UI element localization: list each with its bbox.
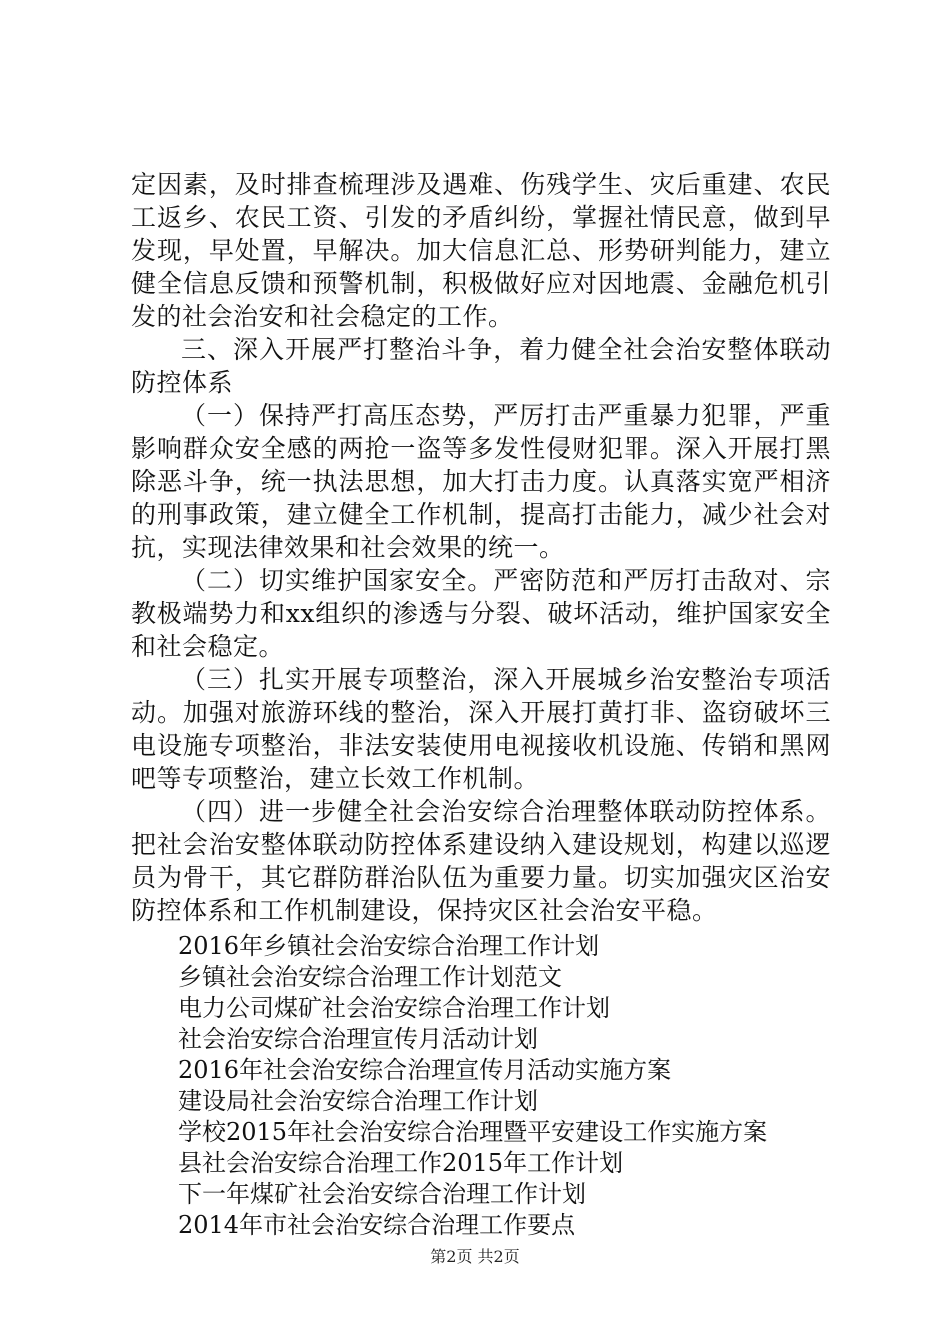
paragraph-continuation: 定因素，及时排查梳理涉及遇难、伤残学生、灾后重建、农民工返乡、农民工资、引发的矛盾纠纷，掌握社情民意，做到早发现，早处置，早解决。加大信息汇总、形势研判能力，建立健全信息反馈和预警机制，积极做好应对因地震、金融危机引发的社会治安和社会稳定的工作。 — [131, 170, 831, 331]
related-link[interactable]: 学校2015年社会治安综合治理暨平安建设工作实施方案 — [178, 1118, 768, 1146]
paragraph-item-four: （四）进一步健全社会治安综合治理整体联动防控体系。把社会治安整体联动防控体系建设纳入建设规划，构建以巡逻员为骨干，其它群防群治队伍为重要力量。切实加强灾区治安防控体系和工作机制建设，保持灾区社会治安平稳。 — [131, 797, 831, 925]
related-link[interactable]: 县社会治安综合治理工作2015年工作计划 — [178, 1149, 624, 1177]
paragraph-item-one: （一）保持严打高压态势，严厉打击严重暴力犯罪，严重影响群众安全感的两抢一盗等多发性侵财犯罪。深入开展打黑除恶斗争，统一执法思想，加大打击力度。认真落实宽严相济的刑事政策，建立健全工作机制，提高打击能力，减少社会对抗，实现法律效果和社会效果的统一。 — [131, 401, 831, 562]
related-link[interactable]: 2014年市社会治安综合治理工作要点 — [178, 1211, 576, 1239]
related-link[interactable]: 建设局社会治安综合治理工作计划 — [178, 1087, 538, 1115]
paragraph-item-three: （三）扎实开展专项整治，深入开展城乡治安整治专项活动。加强对旅游环线的整治，深入开展打黄打非、盗窃破坏三电设施专项整治，非法安装使用电视接收机设施、传销和黑网吧等专项整治，建立长效工作机制。 — [131, 665, 831, 793]
related-links-list — [131, 931, 831, 1241]
document-body — [131, 168, 831, 1241]
paragraph-item-two: （二）切实维护国家安全。严密防范和严厉打击敌对、宗教极端势力和xx组织的渗透与分裂、破坏活动，维护国家安全和社会稳定。 — [131, 566, 831, 661]
related-link[interactable]: 下一年煤矿社会治安综合治理工作计划 — [178, 1180, 586, 1208]
section-heading-three: 三、深入开展严打整治斗争，着力健全社会治安整体联动防控体系 — [131, 335, 831, 397]
related-link[interactable]: 2016年社会治安综合治理宣传月活动实施方案 — [178, 1056, 672, 1084]
related-link[interactable]: 电力公司煤矿社会治安综合治理工作计划 — [178, 994, 610, 1022]
related-link[interactable]: 社会治安综合治理宣传月活动计划 — [178, 1025, 538, 1053]
related-link[interactable]: 乡镇社会治安综合治理工作计划范文 — [178, 963, 562, 991]
related-link[interactable]: 2016年乡镇社会治安综合治理工作计划 — [178, 932, 600, 960]
page-number-footer: 第2页 共2页 — [430, 1247, 520, 1266]
